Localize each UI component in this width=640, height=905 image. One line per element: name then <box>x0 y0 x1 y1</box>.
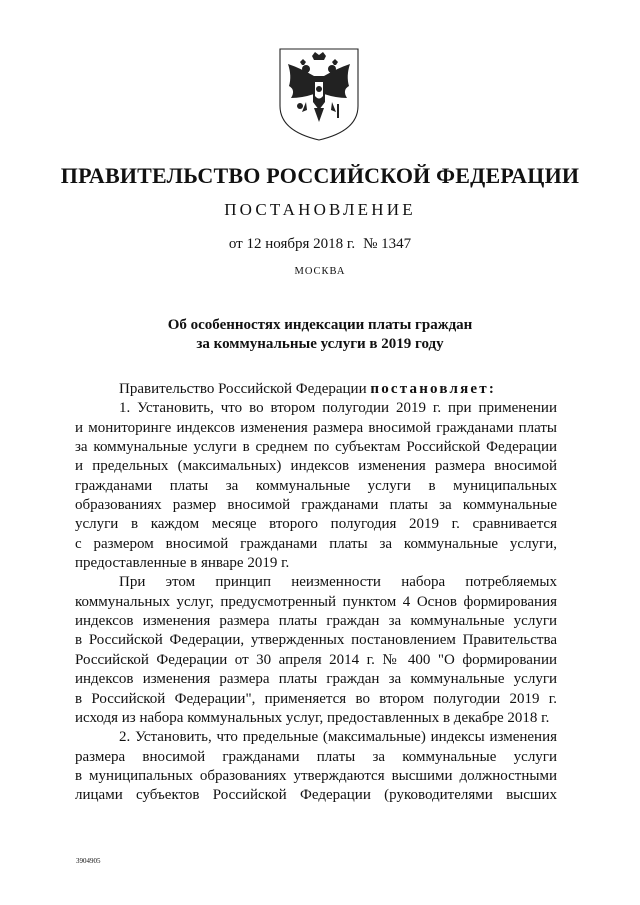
body-line: предоставленные в январе 2019 г. <box>75 555 290 572</box>
body-line: коммунальных услуг, предусмотренный пунктом 4 Основ формирования <box>75 593 557 610</box>
body-line: При этом принцип неизменности набора потребляемых <box>119 574 557 591</box>
body-lines <box>75 399 557 805</box>
body-line: индексов изменения размера платы граждан за коммунальные услуги <box>75 613 557 630</box>
body-line: в Российской Федерации", применяется во втором полугодии 2019 г. <box>75 690 557 707</box>
body-line: Российской Федерации от 30 апреля 2014 г. № 400 "О формировании <box>75 651 557 668</box>
body-line: и мониторинге индексов изменения размера вносимой гражданами платы <box>75 419 557 436</box>
body-line: в муниципальных образованиях утверждаются высшими должностными <box>75 767 557 784</box>
document-title-line: за коммунальные услуги в 2019 году <box>196 336 444 352</box>
document-body <box>75 380 557 806</box>
body-line: 2. Установить, что предельные (максимальные) индексы изменения <box>119 729 557 746</box>
body-line: лицами субъектов Российской Федерации (руководителями высших <box>75 787 557 804</box>
body-line: исходя из набора коммунальных услуг, предоставленных в декабре 2018 г. <box>75 709 550 726</box>
document-city: МОСКВА <box>294 266 346 277</box>
body-line: образованиях размер вносимой гражданами платы за коммунальные <box>75 497 557 514</box>
body-line: индексов изменения размера платы граждан за коммунальные услуги <box>75 671 557 688</box>
body-line: размера вносимой гражданами платы за коммунальные услуги <box>75 748 557 765</box>
double-headed-eagle-icon <box>276 46 362 142</box>
document-code: 3904905 <box>76 857 101 865</box>
body-line: в Российской Федерации, утвержденных постановлением Правительства <box>75 632 557 649</box>
preamble <box>75 380 557 399</box>
preamble-keyword: постановляет: <box>370 381 497 397</box>
body-line: гражданами платы за коммунальные услуги в муниципальных <box>75 477 557 494</box>
document-type: ПОСТАНОВЛЕНИЕ <box>224 200 416 219</box>
body-line: 1. Установить, что во втором полугодии 2019 г. при применении <box>119 400 557 417</box>
government-title: ПРАВИТЕЛЬСТВО РОССИЙСКОЙ ФЕДЕРАЦИИ <box>60 163 580 188</box>
body-line: с размером вносимой гражданами платы за коммунальные услуги, <box>75 535 557 552</box>
document-title-line: Об особенностях индексации платы граждан <box>167 317 473 333</box>
preamble-text: Правительство Российской Федерации <box>119 381 371 397</box>
document-title <box>0 316 640 354</box>
body-line: за коммунальные услуги в среднем по субъектам Российской Федерации <box>75 439 557 456</box>
body-line: и предельных (максимальных) индексов изменения размера вносимой <box>75 458 557 475</box>
document-date: от 12 ноября 2018 г. <box>228 236 356 252</box>
document-date-line <box>0 236 640 253</box>
body-line: услуги в каждом месяце второго полугодия 2019 г. сравнивается <box>75 516 557 533</box>
document-number: № 1347 <box>363 236 412 252</box>
coat-of-arms-emblem <box>276 46 362 142</box>
